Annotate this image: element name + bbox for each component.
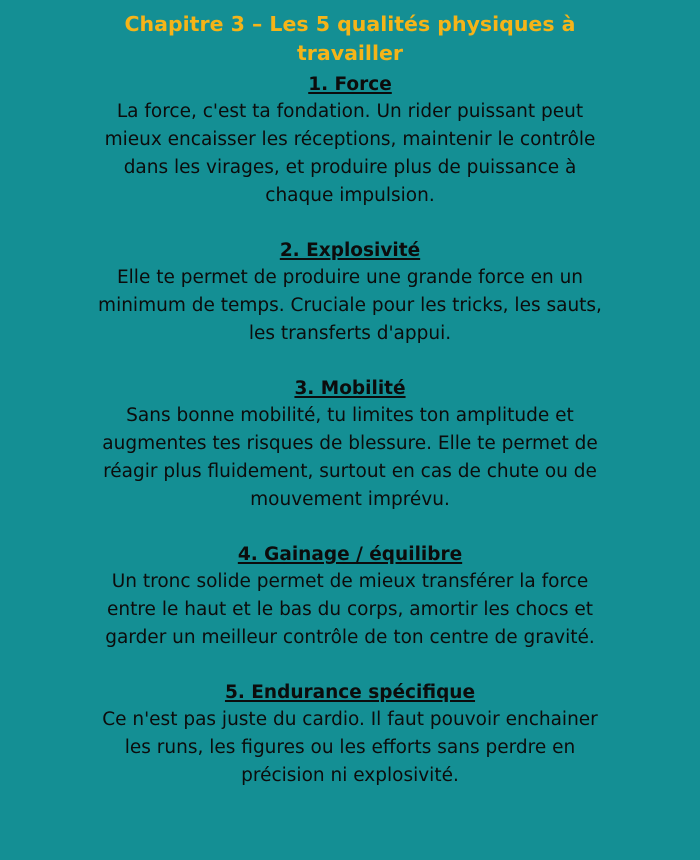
section-body: Elle te permet de produire une grande force en un minimum de temps. Cruciale pour les tricks, les sauts, les transferts d'appui.	[98, 267, 602, 344]
section-heading: 3. Mobilité	[294, 378, 406, 399]
chapter-title: Chapitre 3 – Les 5 qualités physiques à travailler	[124, 12, 576, 65]
section-force	[88, 71, 612, 210]
section-gainage	[88, 541, 612, 652]
section-heading: 5. Endurance spécifique	[224, 682, 476, 703]
section-endurance	[88, 679, 612, 790]
section-explosivite	[88, 237, 612, 348]
section-body: Ce n'est pas juste du cardio. Il faut pouvoir enchainer les runs, les figures ou les efforts sans perdre en précision ni explosivité.	[102, 709, 598, 786]
section-body: Sans bonne mobilité, tu limites ton amplitude et augmentes tes risques de blessure. Elle te permet de réagir plus fluidement, surtout en cas de chute ou de mouvement imprévu.	[102, 405, 598, 510]
section-body: La force, c'est ta fondation. Un rider puissant peut mieux encaisser les réceptions, maintenir le contrôle dans les virages, et produire plus de puissance à chaque impulsion.	[104, 101, 596, 206]
section-heading: 1. Force	[308, 74, 392, 95]
section-body: Un tronc solide permet de mieux transférer la force entre le haut et le bas du corps, amortir les chocs et garder un meilleur contrôle de ton centre de gravité.	[105, 571, 595, 648]
section-mobilite	[88, 375, 612, 514]
section-heading: 4. Gainage / équilibre	[237, 544, 463, 565]
section-heading: 2. Explosivité	[279, 240, 421, 261]
